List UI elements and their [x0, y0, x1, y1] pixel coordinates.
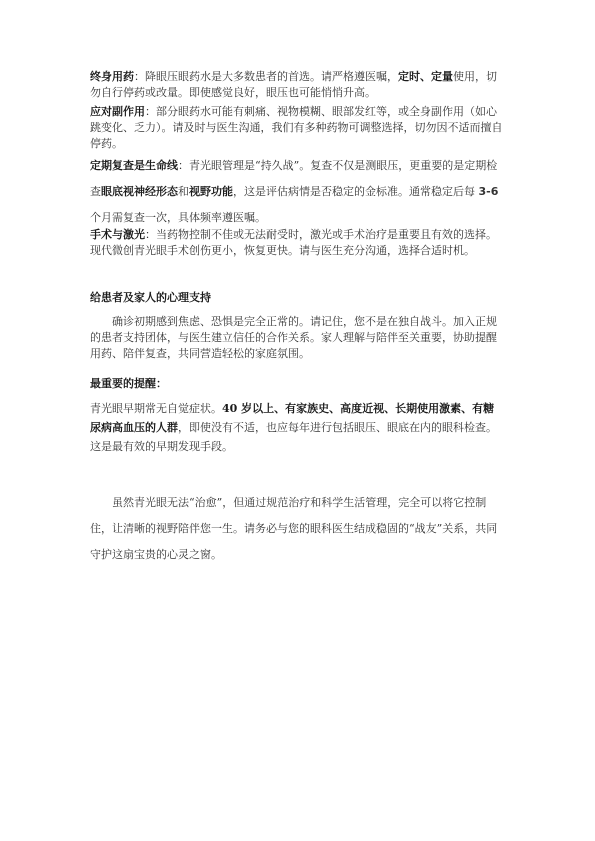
- label-surgery-laser: 手术与激光: [90, 228, 145, 241]
- text-side-effects: ：部分眼药水可能有刺痛、视物模糊、眼部发红等，或全身副作用（如心跳变化、乏力）。请及时与医生沟通，我们有多种药物可调整选择，切勿因不适而擅自停药。: [90, 105, 503, 150]
- text-reminder-b: ，即使没有不适，也应每年进行包括眼压、眼底在内的眼科检查。这是最有效的早期发现手段。: [90, 421, 497, 453]
- text-medication-a: ：降眼压眼药水是大多数患者的首选。请严格遵医嘱，: [134, 70, 398, 83]
- paragraph-closing: 虽然青光眼无法“治愈”，但通过规范治疗和科学生活管理，完全可以将它控制住，让清晰的视野陪伴您一生。请务必与您的眼科医生结成稳固的“战友”关系，共同守护这扇宝贵的心灵之窗。: [90, 496, 498, 561]
- text-review-b: ，这是评估病情是否稳定的金标准。通常稳定后每: [233, 185, 479, 198]
- text-review-c: 个月需复查一次，具体频率遵医嘱。: [90, 211, 266, 224]
- paragraph-lifelong-medication: [90, 69, 505, 101]
- paragraph-psych-support: 确诊初期感到焦虑、恐惧是完全正常的。请记住，您不是在独自战斗。加入正规的患者支持团体，与医生建立信任的合作关系。家人理解与陪伴至关重要，协助提醒用药、陪伴复查，共同营造轻松的家庭氛围。: [90, 315, 497, 360]
- bold-optic-nerve: 眼底视神经形态: [101, 185, 178, 198]
- heading-psych-support: 给患者及家人的心理支持: [90, 291, 211, 304]
- paragraph-regular-review: [90, 153, 505, 231]
- text-review-a: ：青光眼管理是“持久战”。复查不仅是测眼压，更重要的是定期检查: [90, 159, 498, 198]
- text-review-and: 和: [178, 185, 189, 198]
- paragraph-important-reminder: [90, 399, 505, 456]
- label-lifelong-medication: 终身用药: [90, 70, 134, 83]
- text-surgery: ：当药物控制不佳或无法耐受时，激光或手术治疗是重要且有效的选择。现代微创青光眼手术创伤更小，恢复更快。请与医生充分沟通，选择合适时机。: [90, 228, 497, 257]
- label-regular-review: 定期复查是生命线: [90, 159, 178, 172]
- paragraph-side-effects: [90, 104, 505, 152]
- bold-timing-dosage: 定时、定量: [398, 70, 453, 83]
- bold-visual-field: 视野功能: [189, 185, 233, 198]
- review-interval-number: 3-6: [478, 185, 499, 198]
- heading-important-reminder: 最重要的提醒：: [90, 377, 167, 390]
- text-reminder-a: 青光眼早期常无自觉症状。: [90, 402, 222, 415]
- paragraph-surgery-laser: [90, 227, 505, 259]
- bold-high-risk-groups: 40 岁以上、有家族史、高度近视、长期使用激素、有糖尿病高血压的人群: [90, 402, 495, 434]
- label-side-effects: 应对副作用: [90, 105, 145, 118]
- text-medication-b: 使用，切勿自行停药或改量。即使感觉良好，眼压也可能悄悄升高。: [90, 70, 497, 99]
